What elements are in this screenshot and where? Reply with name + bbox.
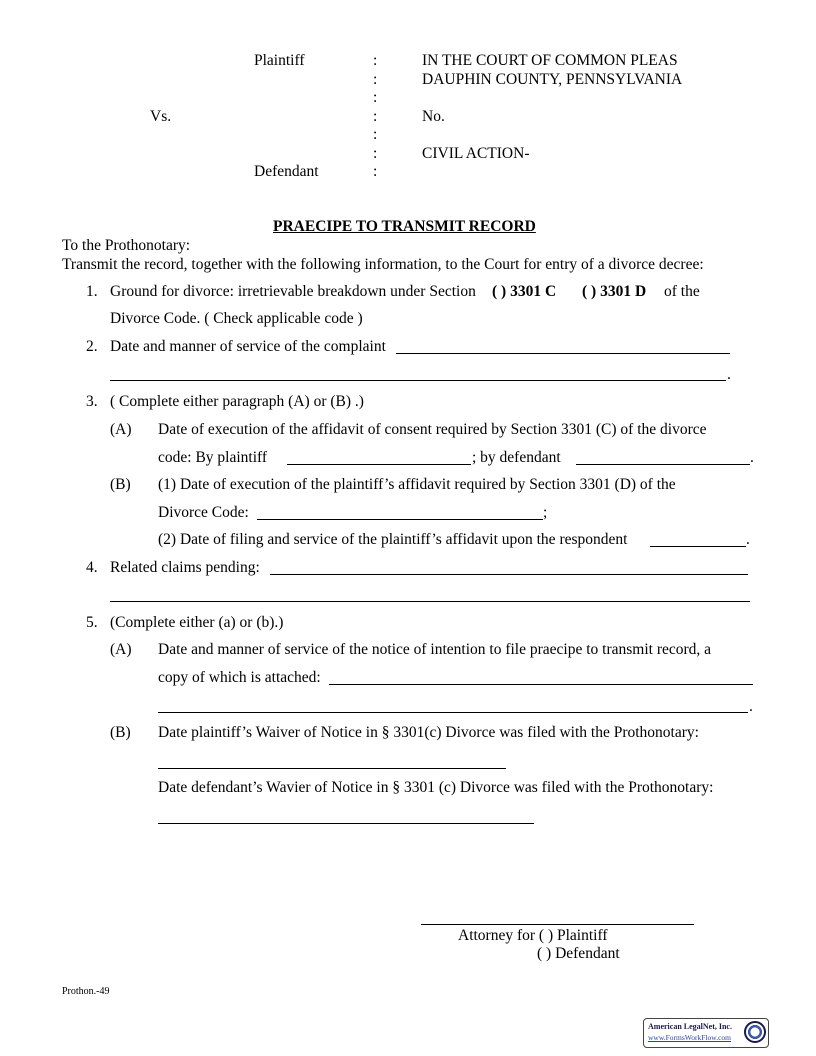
- plaintiff-label: Plaintiff: [254, 52, 305, 69]
- item-5b-line1: Date plaintiff’s Waiver of Notice in § 3301(c) Divorce was filed with the Prothonotary:: [158, 724, 699, 741]
- publisher-name: American LegalNet, Inc.: [648, 1022, 732, 1031]
- court-county: DAUPHIN COUNTY, PENNSYLVANIA: [422, 71, 683, 88]
- attorney-for-defendant[interactable]: ( ) Defendant: [537, 945, 620, 962]
- period: .: [746, 531, 750, 548]
- item-2-text: Date and manner of service of the complaint: [110, 338, 386, 355]
- item-number: 1.: [86, 283, 98, 300]
- civil-action-label: CIVIL ACTION-: [422, 145, 530, 162]
- plaintiff-waiver-date-field[interactable]: [158, 768, 506, 769]
- caption-colon: :: [373, 163, 378, 180]
- item-number: 5.: [86, 614, 98, 631]
- defendant-label: Defendant: [254, 163, 319, 180]
- item-5a-line2: copy of which is attached:: [158, 669, 321, 686]
- globe-icon: [744, 1021, 766, 1043]
- attorney-for-plaintiff[interactable]: Attorney for ( ) Plaintiff: [458, 927, 608, 944]
- semicolon: ;: [543, 504, 548, 521]
- publisher-logo[interactable]: [643, 1018, 769, 1048]
- publisher-url[interactable]: www.FormsWorkFlow.com: [648, 1033, 732, 1042]
- related-claims-field-line2[interactable]: [110, 601, 750, 602]
- salutation: To the Prothonotary:: [62, 237, 191, 254]
- item-3b-line1: (1) Date of execution of the plaintiff’s affidavit required by Section 3301 (D) of the: [158, 476, 676, 493]
- caption-colon: :: [373, 126, 378, 143]
- item-1-text: Ground for divorce: irretrievable breakdown under Section: [110, 283, 476, 300]
- item-3a-line2b: ; by defendant: [472, 449, 561, 466]
- period: .: [750, 449, 754, 466]
- period: .: [727, 366, 731, 383]
- caption-colon: :: [373, 145, 378, 162]
- caption-colon: :: [373, 89, 378, 106]
- complaint-service-field[interactable]: [396, 353, 730, 354]
- checkbox-3301d[interactable]: ( ) 3301 D: [582, 283, 647, 300]
- item-5b-label: (B): [110, 724, 131, 741]
- item-5b-line2: Date defendant’s Wavier of Notice in § 3301 (c) Divorce was filed with the Prothonotary:: [158, 779, 714, 796]
- item-1-suffix: of the: [664, 283, 700, 300]
- notice-service-field-line2[interactable]: [158, 712, 748, 713]
- item-3-text: ( Complete either paragraph (A) or (B) .): [110, 393, 364, 410]
- item-5-text: (Complete either (a) or (b).): [110, 614, 284, 631]
- item-5a-label: (A): [110, 641, 132, 658]
- defendant-consent-date-field[interactable]: [576, 464, 750, 465]
- item-3b-line3: (2) Date of filing and service of the plaintiff’s affidavit upon the respondent: [158, 531, 628, 548]
- item-3a-label: (A): [110, 421, 132, 438]
- vs-label: Vs.: [150, 108, 172, 125]
- item-3a-line2a: code: By plaintiff: [158, 449, 268, 466]
- defendant-waiver-date-field[interactable]: [158, 823, 534, 824]
- plaintiff-consent-date-field[interactable]: [287, 464, 471, 465]
- item-3b-line2: Divorce Code:: [158, 504, 249, 521]
- caption-colon: :: [373, 71, 378, 88]
- item-number: 3.: [86, 393, 98, 410]
- item-4-text: Related claims pending:: [110, 559, 260, 576]
- plaintiff-affidavit-date-field[interactable]: [257, 519, 543, 520]
- form-id: Prothon.-49: [62, 986, 110, 997]
- checkbox-3301c[interactable]: ( ) 3301 C: [492, 283, 557, 300]
- caption-colon: :: [373, 52, 378, 69]
- period: .: [749, 698, 753, 715]
- complaint-service-field-line2[interactable]: [110, 380, 726, 381]
- related-claims-field[interactable]: [270, 574, 748, 575]
- item-number: 4.: [86, 559, 98, 576]
- affidavit-filing-date-field[interactable]: [650, 546, 746, 547]
- item-5a-line1: Date and manner of service of the notice of intention to file praecipe to transmit record, a: [158, 641, 712, 658]
- notice-service-field[interactable]: [329, 684, 753, 685]
- document-title: PRAECIPE TO TRANSMIT RECORD: [273, 218, 536, 235]
- court-name: IN THE COURT OF COMMON PLEAS: [422, 52, 678, 69]
- item-3a-line1: Date of execution of the affidavit of consent required by Section 3301 (C) of the divorce: [158, 421, 707, 438]
- intro-text: Transmit the record, together with the following information, to the Court for entry of a divorce decree:: [62, 256, 704, 273]
- caption-colon: :: [373, 108, 378, 125]
- attorney-signature-line[interactable]: [421, 924, 694, 925]
- item-3b-label: (B): [110, 476, 131, 493]
- item-1-line2: Divorce Code. ( Check applicable code ): [110, 310, 363, 327]
- case-number-label: No.: [422, 108, 445, 125]
- item-number: 2.: [86, 338, 98, 355]
